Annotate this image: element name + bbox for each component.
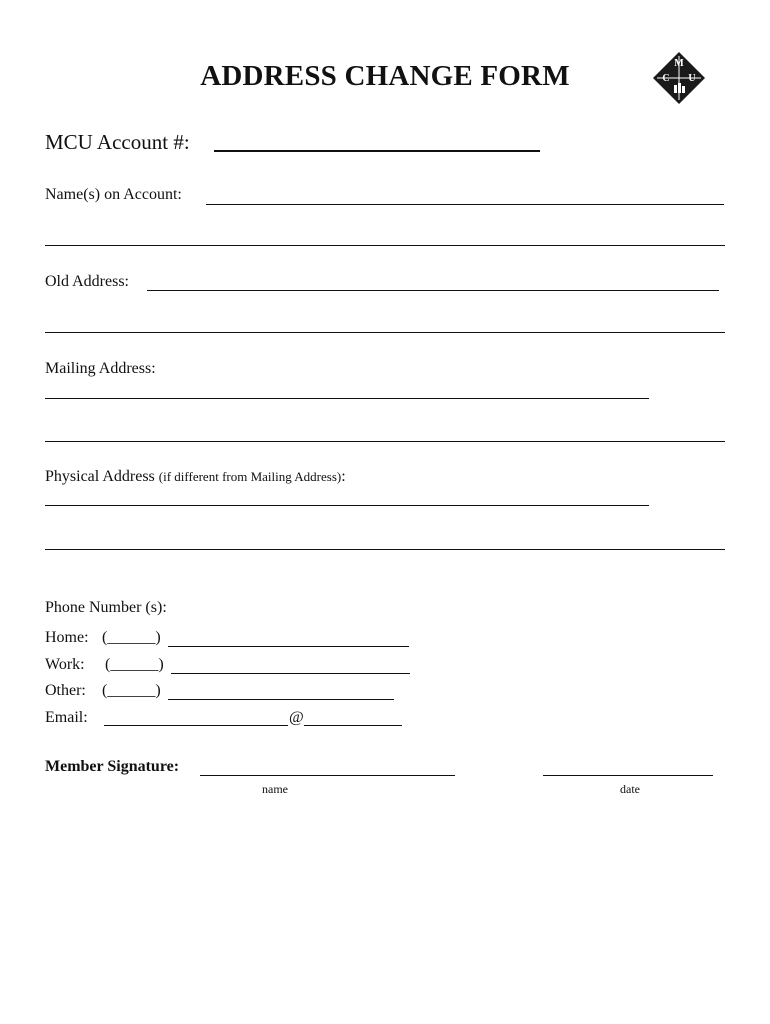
signature-label: Member Signature: (45, 758, 180, 775)
physical-address-colon: : (341, 468, 346, 485)
work-area-code[interactable]: (______) (105, 656, 164, 673)
other-area-code[interactable]: (______) (102, 682, 161, 699)
email-user-field[interactable] (104, 725, 288, 726)
email-domain-field[interactable] (304, 725, 402, 726)
name-caption: name (262, 782, 288, 796)
names-label: Name(s) on Account: (45, 186, 182, 203)
date-caption: date (620, 782, 640, 796)
account-number-field[interactable] (214, 150, 540, 152)
email-label: Email: (45, 709, 88, 726)
names-field[interactable] (206, 204, 724, 205)
logo-letter-u: U (688, 73, 696, 84)
work-phone-field[interactable] (171, 673, 410, 674)
other-phone-field[interactable] (168, 699, 394, 700)
phone-heading: Phone Number (s): (45, 599, 167, 616)
signature-field[interactable] (200, 775, 455, 776)
mailing-address-field[interactable] (45, 398, 649, 399)
date-field[interactable] (543, 775, 713, 776)
account-label: MCU Account #: (45, 130, 190, 154)
home-area-code[interactable]: (______) (102, 629, 161, 646)
work-label: Work: (45, 656, 85, 673)
names-field-line-2[interactable] (45, 245, 725, 246)
physical-address-note: (if different from Mailing Address) (158, 469, 342, 484)
mailing-address-label: Mailing Address: (45, 360, 156, 377)
logo-letter-c: C (662, 73, 670, 84)
physical-address-label (45, 468, 346, 486)
home-label: Home: (45, 629, 89, 646)
other-label: Other: (45, 682, 86, 699)
physical-address-title: Physical Address (45, 468, 155, 485)
physical-address-field-line-2[interactable] (45, 549, 725, 550)
form-title: ADDRESS CHANGE FORM (200, 60, 570, 92)
mailing-address-field-line-2[interactable] (45, 441, 725, 442)
email-at-sign: @ (289, 709, 304, 726)
mcu-logo-icon (651, 50, 707, 106)
old-address-field-line-2[interactable] (45, 332, 725, 333)
home-phone-field[interactable] (168, 646, 409, 647)
physical-address-field[interactable] (45, 505, 649, 506)
old-address-label: Old Address: (45, 273, 129, 290)
logo-letter-m: M (674, 58, 684, 69)
old-address-field[interactable] (147, 290, 719, 291)
